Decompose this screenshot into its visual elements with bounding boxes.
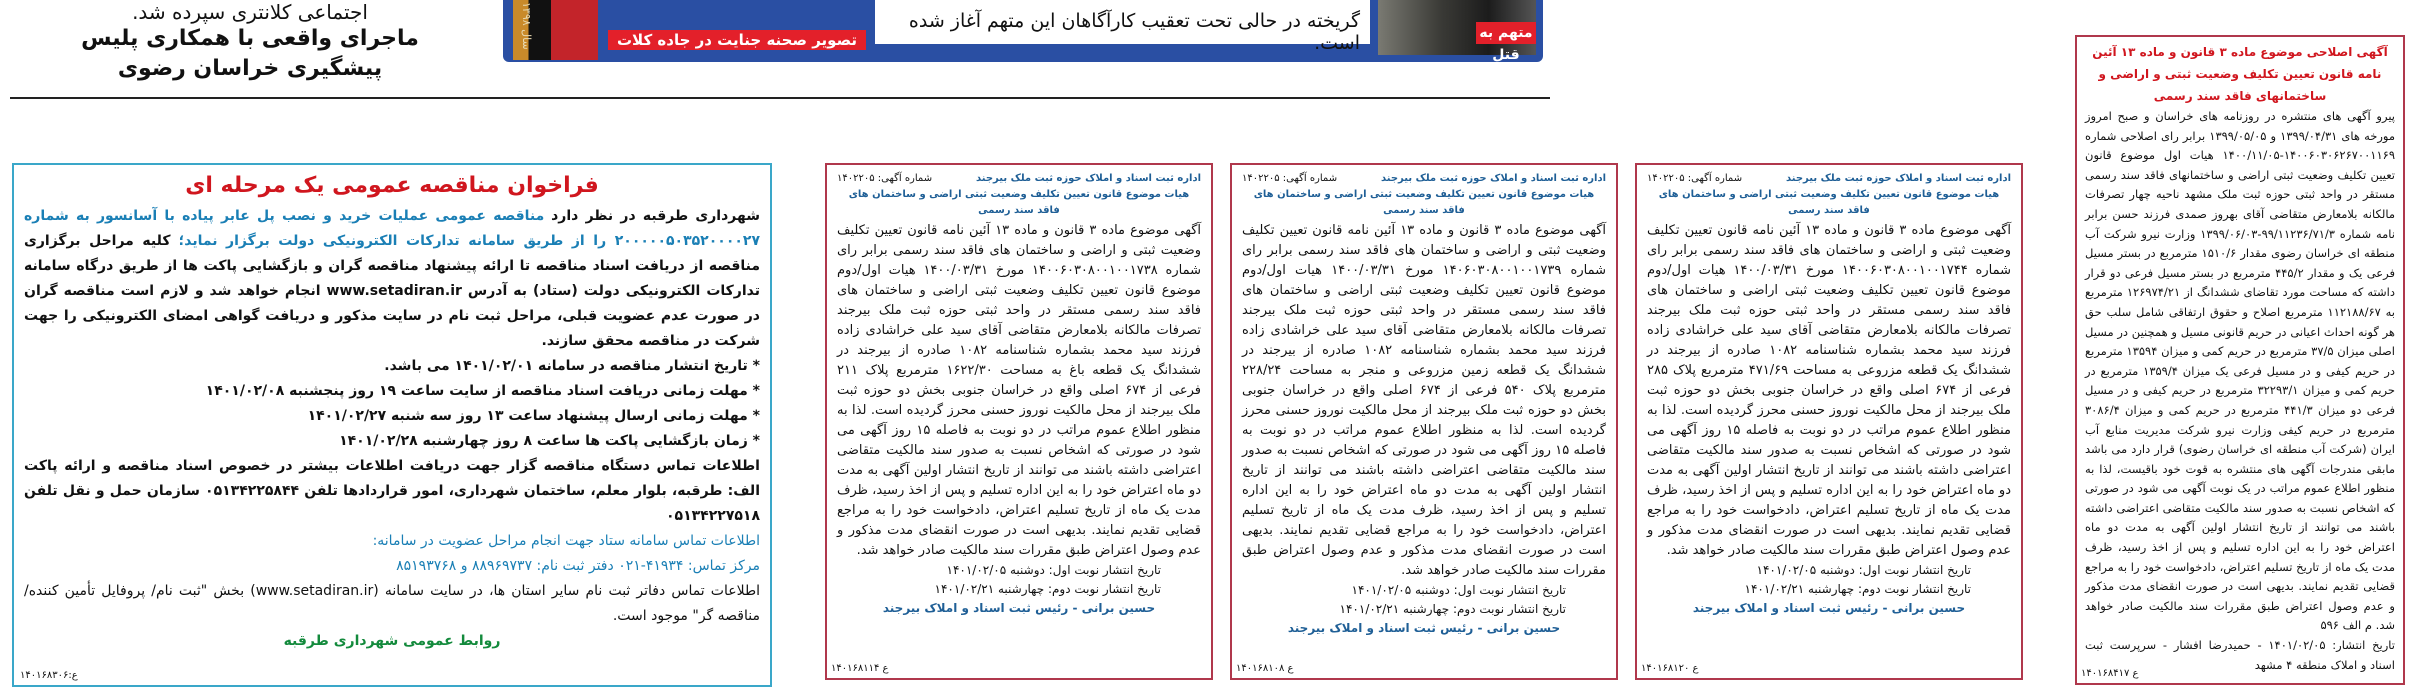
land-ad — [1230, 163, 1618, 680]
tender-intro-c: کلیه مراحل برگزاری مناقصه از دریافت اسناد مناقصه تا ارائه پیشنهاد مناقصه گران و بازگشایی پاکت ها از طریق درگاه سامانه تدارکات الکترونیکی دولت (ستاد) به آدرس www.setadiran.ir انجام خواهد شد و لازم است مناقصه گران در صورت عدم عضویت قبلی، مراحل ثبت نام در سایت مذکور و دریافت گواهی امضای الکترونیکی را جهت شرکت در مناقصه محقق سازند. — [24, 233, 760, 349]
ad-office: اداره ثبت اسناد و املاک حوزه ثبت ملک بیرجند — [1380, 173, 1606, 184]
tender-item: * مهلت زمانی ارسال پیشنهاد ساعت ۱۳ روز سه شنبه ۱۴۰۱/۰۲/۲۷ — [307, 408, 760, 424]
ad-ref: شماره آگهی: ۱۴۰۲۲۰۵ — [1647, 173, 1743, 184]
ad-signature: حسین برانی - رئیس ثبت اسناد و املاک بیرجند — [882, 601, 1156, 615]
ad-body: آگهی موضوع ماده ۳ قانون و ماده ۱۳ آئین نامه قانون تعیین تکلیف وضعیت ثبتی و اراضی و ساختمان های فاقد سند رسمی برابر رای شماره ۱۴۰۰۶۰۳۰۸۰۰۱۰۰۱۷۴۴ مورخ ۱۴۰۰/۰۳/۳۱ هیات اول/دوم موضوع قانون تعیین تکلیف وضعیت ثبتی اراضی و ساختمان های فاقد سند رسمی مستقر در واحد ثبتی حوزه ثبت ملک بیرجند تصرفات مالکانه بلامعارض متقاضی آقای سید علی خراشادی زاده فرزند سید محمد بشماره شناسنامه ۱۰۸۲ صادره از بیرجند در ششدانگ یک قطعه مزروعی به مساحت ۴۷۱/۶۹ مترمربع پلاک ۲۸۵ فرعی از ۶۷۴ اصلی واقع در خراسان جنوبی بخش دو حوزه ثبت ملک بیرجند از محل مالکیت نوروز حسنی محرز گردیده است. لذا به منظور اطلاع عموم مراتب در دو نوبت به فاصله ۱۵ روز آگهی می شود در صورتی که اشخاص نسبت به صدور سند مالکیت متقاضی اعتراضی داشته باشند می توانند از تاریخ انتشار اولین آگهی به مدت دو ماه اعتراض خود را به این اداره تسلیم و پس از اخذ رسید، ظرف مدت یک ماه از تاریخ تسلیم اعتراض، دادخواست خود را به مراجع قضایی تقدیم نمایند. بدیهی است در صورت انقضای مدت مذکور و عدم وصول اعتراض طبق مقررات سند مالکیت صادر خواهد شد. — [1647, 223, 2012, 558]
ad-body: پیرو آگهی های منتشره در روزنامه های خراسان و صبح امروز مورخه های ۱۳۹۹/۰۴/۳۱ و ۱۳۹۹/۰۵/۰۵ برابر رای اصلاحی شماره ۱۴۰۰۶۰۳۰۶۲۶۷۰۰۱۱۶۹-۱۴۰۰/۱۱/۰۵ هیات اول موضوع قانون تعیین تکلیف وضعیت ثبتی اراضی و ساختمانهای فاقد سند رسمی مستقر در واحد ثبتی حوزه ثبت ملک مشهد ناحیه چهار تصرفات مالکانه بلامعارض متقاضی آقای بهروز صمدی فرزند حسن برابر نامه شماره ۹۹/۱۱۲۳۶/۷۱/۳-۱۳۹۹/۰۶/۰۳ وزارت نیرو شرکت آب منطقه ای خراسان رضوی مقدار ۱۵۱۰/۶ مترمربع در بستر مسیل فرعی یک و مقدار ۴۴۵/۲ مترمربع در بستر مسیل فرعی دو قرار داشته که مساحت مورد تقاضای ششدانگ از ۱۲۶۹۷۴/۲۱ مترمربع به ۱۱۲۱۸۸/۶۷ مترمربع اصلاح و حقوق ارتفاقی شامل سلب حق هر گونه احداث اعیانی در حریم قانونی مسیل و همچنین در مسیل اصلی میزان ۳۷/۵ مترمربع در حریم کمی و میزان ۱۳۵۹۴ مترمربع در حریم کیفی و در مسیل فرعی یک میزان ۱۳۵۹/۴ مترمربع در حریم کمی و میزان ۳۲۲۹۳/۱ مترمربع در حریم کیفی و در مسیل فرعی دو میزان ۴۴۱/۳ مترمربع در حریم کمی و میزان ۳۰۸۶/۴ مترمربع در حریم کیفی وزارت نیرو شرکت مدیریت منابع آب ایران (شرکت آب منطقه ای خراسان رضوی) قرار دارد می باشد مابقی مندرجات آگهی های منتشره به قوت خود باقیست، لذا به منظور اطلاع عموم مراتب در یک نوبت آگهی می شود در صورتی که اشخاص نسبت به صدور سند مالکیت متقاضی اعتراضی داشته باشند می توانند از تاریخ انتشار اولین آگهی به مدت دو ماه اعتراض خود را به این اداره تسلیم و پس از اخذ رسید، ظرف مدت یک ماه از تاریخ تسلیم اعتراض، دادخواست خود را به مراجع قضایی تقدیم نمایند. بدیهی است در صورت انقضای مدت مذکور و عدم وصول اعتراض طبق مقررات سند مالکیت صادر خواهد شد. م الف ۵۹۶ — [2085, 109, 2396, 633]
tender-contact: اطلاعات تماس دستگاه مناقصه گزار جهت دریافت اطلاعات بیشتر در خصوص اسناد مناقصه و ارائه پاکت الف: طرقبه، بلوار معلم، ساختمان شهرداری، امور قراردادها تلفن ۰۵۱۳۴۲۲۵۸۴۴ سازمان حمل و نقل تلفن ۰۵۱۳۴۲۲۷۵۱۸ — [24, 458, 760, 524]
news-text: اجتماعی کلانتری سپرده شد. — [132, 0, 368, 24]
ad-date: تاریخ انتشار نوبت دوم: چهارشنبه ۱۴۰۱/۰۲/۲۱ — [934, 582, 1161, 596]
ad-date: تاریخ انتشار نوبت اول: دوشنبه ۱۴۰۱/۰۲/۰۵ — [946, 563, 1161, 577]
ad-body: آگهی موضوع ماده ۳ قانون و ماده ۱۳ آئین نامه قانون تعیین تکلیف وضعیت ثبتی و اراضی و ساختمان های فاقد سند رسمی برابر رای شماره ۱۴۰۶۰۳۰۸۰۰۱۰۰۱۷۳۹ مورخ ۱۴۰۰/۰۳/۳۱ هیات اول/دوم موضوع قانون تعیین تکلیف وضعیت ثبتی اراضی و ساختمان های فاقد سند رسمی مستقر در واحد ثبتی حوزه ثبت ملک بیرجند تصرفات مالکانه بلامعارض متقاضی آقای سید علی خراشادی زاده فرزند سید محمد بشماره شناسنامه ۱۰۸۲ صادره از بیرجند در ششدانگ یک قطعه زمین مزروعی و منجر به مساحت ۲۲۸/۲۴ مترمربع پلاک ۵۴۰ فرعی از ۶۷۴ اصلی واقع در خراسان جنوبی بخش دو حوزه ثبت ملک بیرجند از محل مالکیت نوروز حسنی محرز گردیده است. لذا به منظور اطلاع عموم مراتب در دو نوبت به فاصله ۱۵ روز آگهی می شود در صورتی که اشخاص نسبت به صدور سند مالکیت متقاضی اعتراضی داشته باشند می توانند از تاریخ انتشار اولین آگهی به مدت دو ماه اعتراض خود را به این اداره تسلیم و پس از اخذ رسید، ظرف مدت یک ماه از تاریخ تسلیم اعتراض، دادخواست خود را به مراجع قضایی تقدیم نمایند. بدیهی است در صورت انقضای مدت مذکور و عدم وصول اعتراض طبق مقررات سند مالکیت صادر خواهد شد. — [1242, 223, 1606, 578]
tender-intro-a: شهرداری طرقبه در نظر دارد — [551, 208, 761, 224]
photo-side-caption: سال ۱۳۹۸ — [520, 2, 533, 50]
ad-signature: حسین برانی - رئیس ثبت اسناد و املاک بیرجند — [1287, 621, 1561, 635]
photo-caption: تصویر صحنه جنایت در جاده کلات — [608, 30, 866, 50]
ad-signature: حسین برانی - رئیس ثبت اسناد و املاک بیرجند — [1692, 601, 1966, 615]
divider — [10, 97, 1550, 99]
tender-signature: روابط عمومی شهرداری طرقبه — [283, 633, 501, 649]
ad-subtitle: هیات موضوع قانون تعیین تکلیف وضعیت ثبتی اراضی و ساختمان های فاقد سند رسمی — [1253, 189, 1595, 216]
news-text: گریخته در حالی تحت تعقیب کارآگاهان این متهم آغاز شده است. — [908, 10, 1360, 54]
correction-ad — [2075, 35, 2405, 685]
news-text-box — [875, 0, 1370, 54]
ad-office: اداره ثبت اسناد و املاک حوزه ثبت ملک بیرجند — [975, 173, 1201, 184]
ad-date: تاریخ انتشار نوبت اول: دوشنبه ۱۴۰۱/۰۲/۰۵ — [1756, 563, 1971, 577]
tender-notice — [12, 163, 772, 687]
ad-ref: شماره آگهی: ۱۴۰۲۲۰۵ — [837, 173, 933, 184]
ad-date: تاریخ انتشار نوبت دوم: چهارشنبه ۱۴۰۱/۰۲/۲۱ — [1744, 582, 1971, 596]
tender-intro-b: مناقصه عمومی عملیات خرید و نصب پل عابر پیاده با آسانسور به شماره ۲۰۰۰۰۰۵۰۳۵۲۰۰۰۰۲۷ را از طریق سامانه تدارکات الکترونیکی دولت برگزار نماید؛ — [24, 208, 760, 249]
ad-code: ع ۱۴۰۱۶۸۱۲۰ — [1641, 663, 1699, 674]
photo-caption: متهم به قتل — [1476, 22, 1536, 44]
tender-item: * تاریخ انتشار مناقصه در سامانه ۱۴۰۱/۰۲/۰۱ می باشد. — [384, 358, 760, 374]
ad-code: ع ۱۴۰۱۶۸۴۱۷ — [2081, 668, 2139, 679]
tender-title: فراخوان مناقصه عمومی یک مرحله ای — [185, 173, 599, 198]
tender-item: * زمان بازگشایی پاکت ها ساعت ۸ روز چهارشنبه ۱۴۰۱/۰۲/۲۸ — [339, 433, 760, 449]
land-ad — [1635, 163, 2023, 680]
ad-code: ع ۱۴۰۱۶۸۱۱۴ — [831, 663, 889, 674]
ad-body: آگهی موضوع ماده ۳ قانون و ماده ۱۳ آئین نامه قانون تعیین تکلیف وضعیت ثبتی و اراضی و ساختمان های فاقد سند رسمی برابر رای شماره ۱۴۰۰۶۰۳۰۸۰۰۱۰۰۱۷۳۸ مورخ ۱۴۰۰/۰۳/۳۱ هیات اول/دوم موضوع قانون تعیین تکلیف وضعیت ثبتی اراضی و ساختمان های فاقد سند رسمی مستقر در واحد ثبتی حوزه ثبت ملک بیرجند تصرفات مالکانه بلامعارض متقاضی آقای سید علی خراشادی زاده فرزند سید محمد بشماره شناسنامه ۱۰۸۲ صادره از بیرجند در ششدانگ یک قطعه باغ به مساحت ۱۶۲۲/۳۰ مترمربع پلاک ۲۱۱ فرعی از ۶۷۴ اصلی واقع در خراسان جنوبی بخش دو حوزه ثبت ملک بیرجند از محل مالکیت نوروز حسنی محرز گردیده است. لذا به منظور اطلاع عموم مراتب در دو نوبت به فاصله ۱۵ روز آگهی می شود در صورتی که اشخاص نسبت به صدور سند مالکیت متقاضی اعتراضی داشته باشند می توانند از تاریخ انتشار اولین آگهی به مدت دو ماه اعتراض خود را به این اداره تسلیم و پس از اخذ رسید، ظرف مدت یک ماه از تاریخ تسلیم اعتراض، دادخواست خود را به مراجع قضایی تقدیم نمایند. بدیهی است در صورت انقضای مدت مذکور و عدم وصول اعتراض طبق مقررات سند مالکیت صادر خواهد شد. — [837, 223, 1202, 558]
ad-title: آگهی اصلاحی موضوع ماده ۳ قانون و ماده ۱۳ آئین نامه قانون تعیین تکلیف وضعیت ثبتی و اراضی و ساختمانهای فاقد سند رسمی — [2092, 45, 2388, 103]
tender-item: * مهلت زمانی دریافت اسناد مناقصه از سایت ساعت ۱۹ روز پنجشنبه ۱۴۰۱/۰۲/۰۸ — [205, 383, 760, 399]
ad-date: تاریخ انتشار نوبت اول: دوشنبه ۱۴۰۱/۰۲/۰۵ — [1351, 583, 1566, 597]
ad-office: اداره ثبت اسناد و املاک حوزه ثبت ملک بیرجند — [1785, 173, 2011, 184]
ad-date: تاریخ انتشار نوبت دوم: چهارشنبه ۱۴۰۱/۰۲/۲۱ — [1339, 602, 1566, 616]
ad-footer: تاریخ انتشار: ۱۴۰۱/۰۲/۰۵ - حمیدرضا افشار - سرپرست ثبت اسناد و املاک منطقه ۴ مشهد — [2085, 638, 2396, 672]
tender-intro — [24, 204, 760, 354]
ad-ref: شماره آگهی: ۱۴۰۲۲۰۵ — [1242, 173, 1338, 184]
setad-title: اطلاعات تماس سامانه ستاد جهت انجام مراحل عضویت در سامانه: — [372, 533, 760, 549]
ad-code: ع ۱۴۰۱۶۸۱۰۸ — [1236, 663, 1294, 674]
ad-code: ع:۱۴۰۱۶۸۳۰۶ — [20, 670, 78, 681]
setad-phones: مرکز تماس: ۴۱۹۳۴-۰۲۱ دفتر ثبت نام: ۸۸۹۶۹۷۳۷ و ۸۵۱۹۳۷۶۸ — [396, 558, 760, 574]
ad-subtitle: هیات موضوع قانون تعیین تکلیف وضعیت ثبتی اراضی و ساختمان های فاقد سند رسمی — [848, 189, 1190, 216]
land-ad — [825, 163, 1213, 680]
news-story-left — [40, 0, 460, 84]
news-credit: ماجرای واقعی با همکاری پلیس پیشگیری خراسان رضوی — [81, 26, 419, 81]
ad-subtitle: هیات موضوع قانون تعیین تکلیف وضعیت ثبتی اراضی و ساختمان های فاقد سند رسمی — [1658, 189, 2000, 216]
tender-offices: اطلاعات تماس دفاتر ثبت نام سایر استان ها، در سایت سامانه (www.setadiran.ir) بخش "ثبت نام/ پروفایل تأمین کننده/ مناقصه گر" موجود است. — [24, 583, 760, 624]
